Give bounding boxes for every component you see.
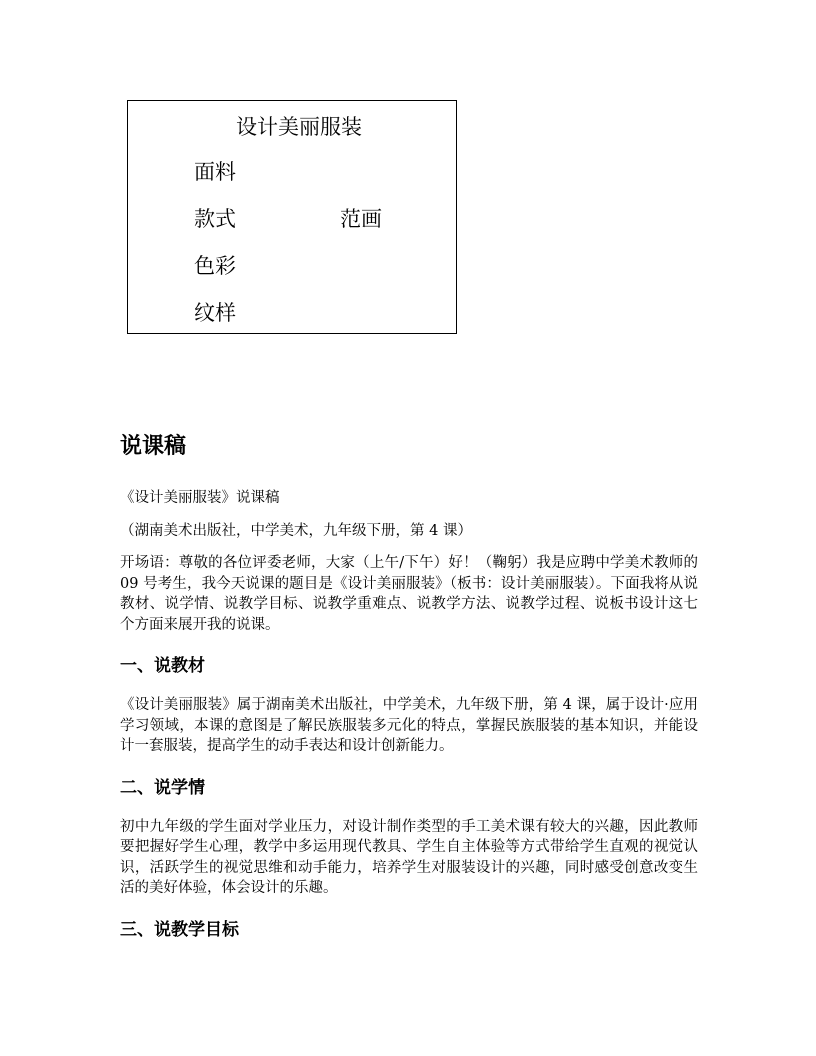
document-body xyxy=(120,430,698,959)
board-title: 设计美丽服装 xyxy=(236,115,362,139)
section-heading-objectives: 三、说教学目标 xyxy=(120,919,239,940)
blackboard-design-box xyxy=(127,100,457,334)
publisher-line: （湖南美术出版社，中学美术，九年级下册，第 4 课） xyxy=(120,522,472,539)
board-sample-drawing: 范画 xyxy=(340,207,382,231)
board-item-fabric: 面料 xyxy=(194,160,236,184)
section-heading-textbook: 一、说教材 xyxy=(120,656,205,676)
opening-paragraph: 开场语：尊敬的各位评委老师，大家（上午/下午）好！（鞠躬）我是应聘中学美术教师的 09 号考生，我今天说课的题目是《设计美丽服装》（板书：设计美丽服装）。下面我将从说教材、说学情、说教学目标、说教学重难点、说教学方法、说教学过程、说板书设计这七个方面来展开我的说课。 xyxy=(120,555,698,633)
board-item-pattern: 纹样 xyxy=(194,301,236,325)
section-text-textbook: 《设计美丽服装》属于湖南美术出版社，中学美术，九年级下册，第 4 课，属于设计·应用学习领域，本课的意图是了解民族服装多元化的特点，掌握民族服装的基本知识，并能设计一套服装，提高学生的动手表达和设计创新能力。 xyxy=(120,697,698,754)
board-item-style: 款式 xyxy=(194,207,236,231)
document-title: 说课稿 xyxy=(120,434,187,459)
board-item-color: 色彩 xyxy=(194,254,236,278)
section-heading-students: 二、说学情 xyxy=(120,777,205,798)
section-text-students: 初中九年级的学生面对学业压力，对设计制作类型的手工美术课有较大的兴趣，因此教师要把握好学生心理，教学中多运用现代教具、学生自主体验等方式带给学生直观的视觉认识，活跃学生的视觉思维和动手能力，培养学生对服装设计的兴趣，同时感受创意改变生活的美好体验，体会设计的乐趣。 xyxy=(120,818,698,896)
lesson-title-line: 《设计美丽服装》说课稿 xyxy=(120,490,280,506)
